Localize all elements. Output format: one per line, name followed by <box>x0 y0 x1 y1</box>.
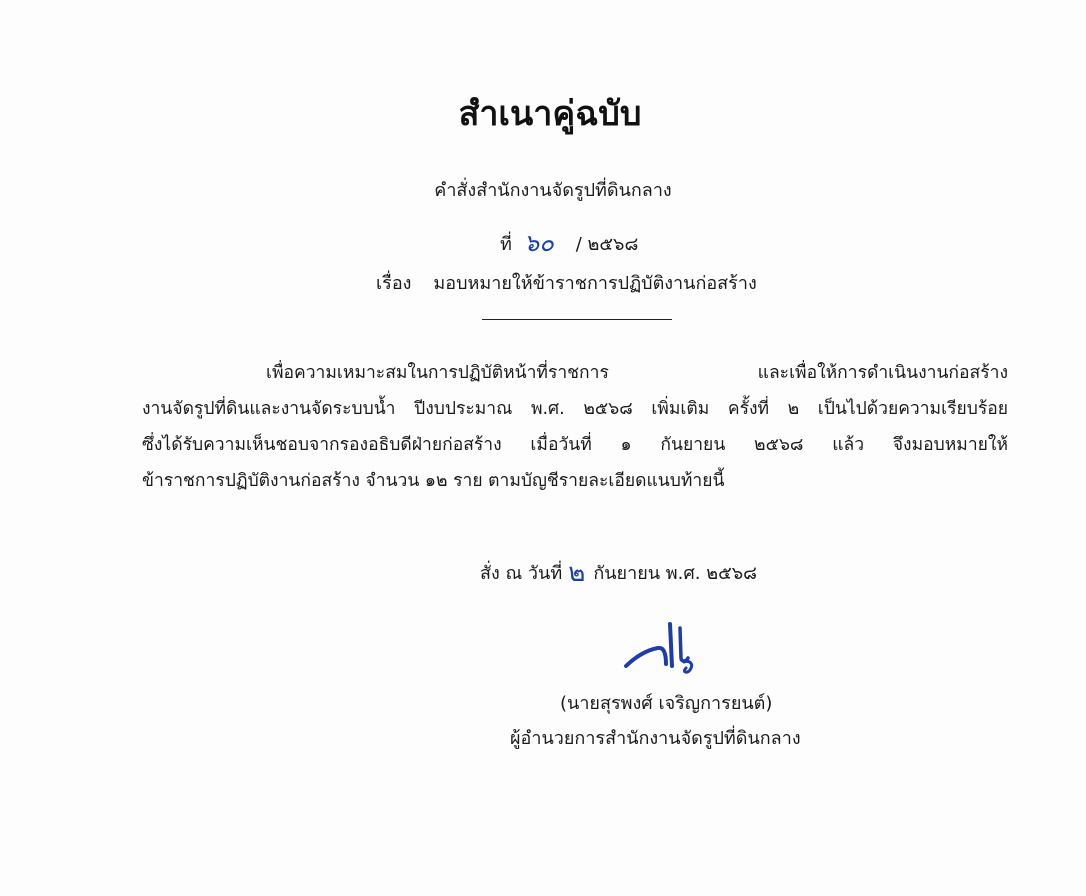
body-paragraph <box>142 355 1008 499</box>
body-line: ข้าราชการปฏิบัติงานก่อสร้าง จำนวน ๑๒ ราย ตามบัญชีรายละเอียดแนบท้ายนี้ <box>142 471 725 491</box>
document-title: สำเนาคู่ฉบับ <box>458 94 642 134</box>
order-number-year: / ๒๕๖๘ <box>575 234 639 255</box>
order-date-line <box>480 550 757 591</box>
subject-label: เรื่อง <box>376 273 412 294</box>
signatory-name: (นายสุรพงศ์ เจริญการยนต์) <box>560 693 773 714</box>
order-number-handwritten: ๖๐ <box>523 229 554 257</box>
subject-line <box>376 268 757 297</box>
order-date-prefix: สั่ง ณ วันที่ <box>480 563 563 584</box>
body-line: งานจัดรูปที่ดินและงานจัดระบบน้ำ ปีงบประมาณ พ.ศ. ๒๕๖๘ เพิ่มเติม ครั้งที่ ๒ เป็นไปด้วยความเรียบร้อย <box>142 399 1008 419</box>
body-line: เพื่อความเหมาะสมในการปฏิบัติหน้าที่ราชการ และเพื่อให้การดำเนินงานก่อสร้าง <box>266 363 1008 383</box>
order-date-day-handwritten: ๒ <box>568 558 586 588</box>
handwritten-signature <box>620 618 710 678</box>
title-divider <box>482 319 672 320</box>
order-number-prefix: ที่ <box>500 234 512 255</box>
subject-text: มอบหมายให้ข้าราชการปฏิบัติงานก่อสร้าง <box>433 273 757 294</box>
body-line: ซึ่งได้รับความเห็นชอบจากรองอธิบดีฝ่ายก่อสร้าง เมื่อวันที่ ๑ กันยายน ๒๕๖๘ แล้ว จึงมอบหมายให้ <box>142 435 1008 455</box>
order-number-line <box>500 222 638 261</box>
order-issuer: คำสั่งสำนักงานจัดรูปที่ดินกลาง <box>434 180 672 201</box>
signatory-position: ผู้อำนวยการสำนักงานจัดรูปที่ดินกลาง <box>510 728 801 749</box>
order-date-suffix: กันยายน พ.ศ. ๒๕๖๘ <box>593 563 758 584</box>
